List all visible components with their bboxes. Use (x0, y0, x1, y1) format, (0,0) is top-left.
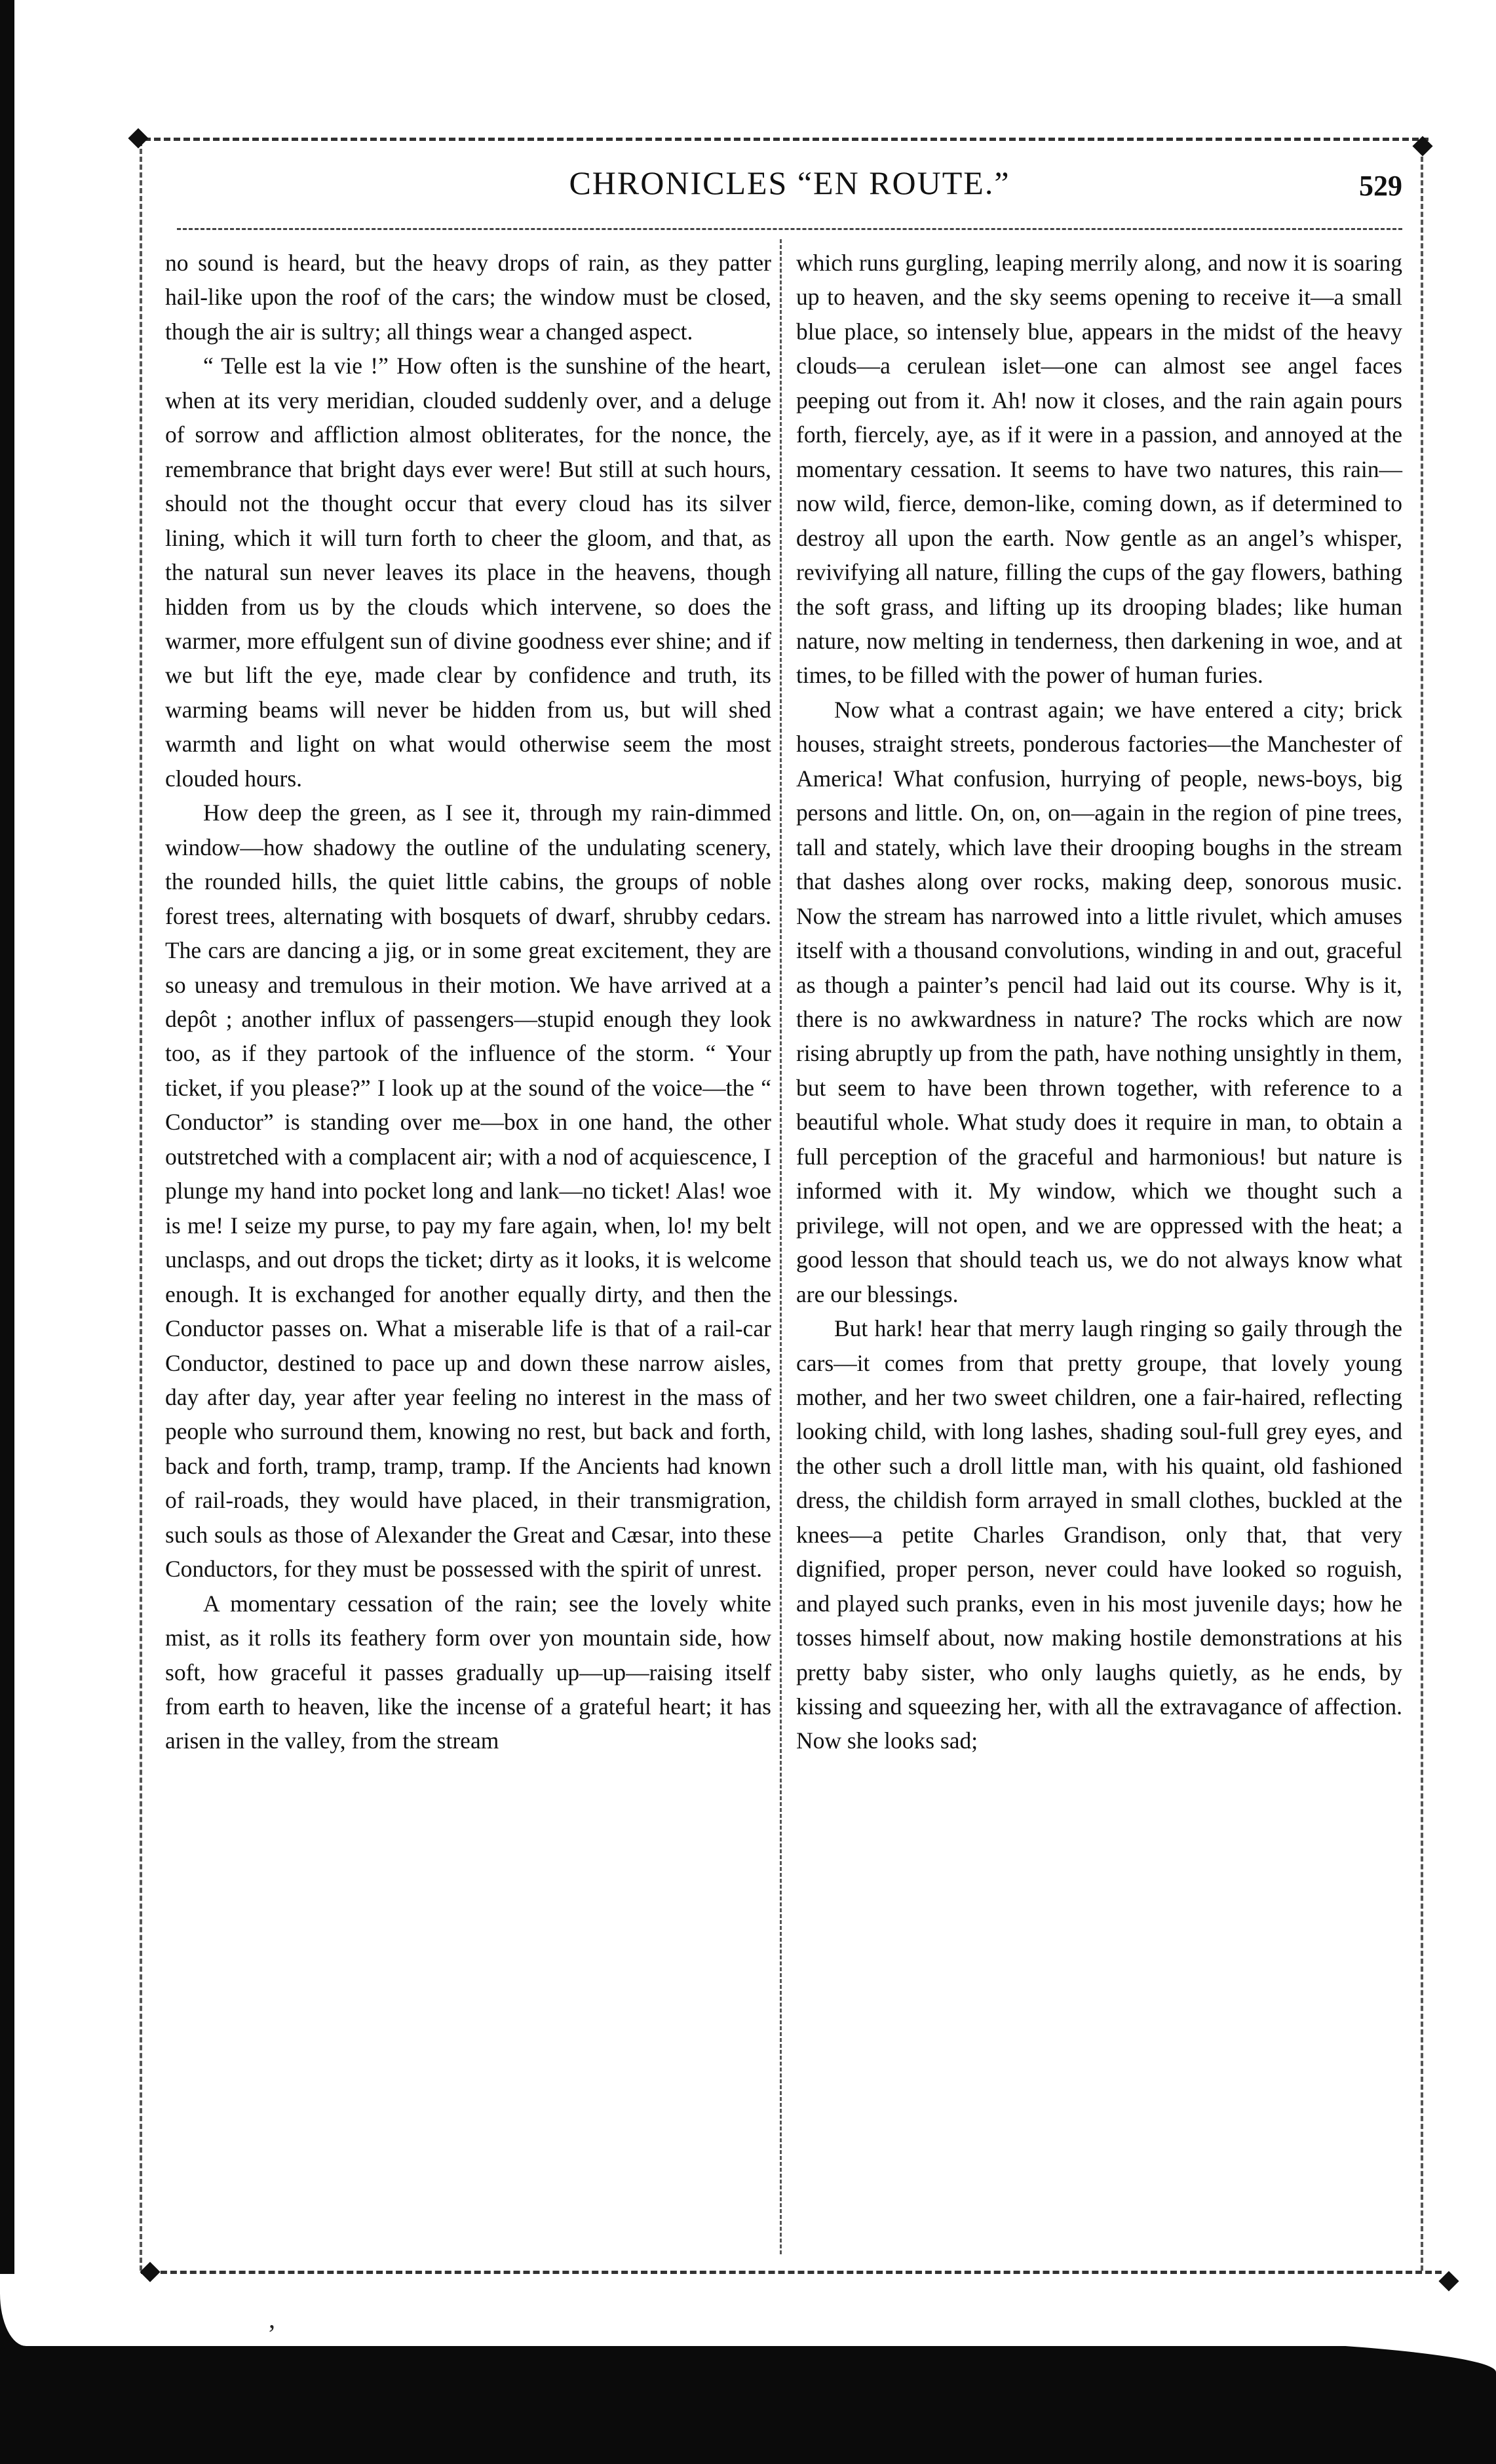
paragraph: Now what a contrast again; we have entered a city; brick houses, straight streets, ponderous factories—the Manchester of America! What confusion, hurrying of people, news-boys, big persons and little. On, on, on—again in the region of pine trees, tall and stately, which lave their drooping boughs in the stream that dashes along over rocks, making deep, sonorous music. Now the stream has narrowed into a little rivulet, which amuses itself with a thousand convolutions, winding in and out, graceful as though a painter’s pencil had laid out its course. Why is it, there is no awkwardness in nature? The rocks which are now rising abruptly up from the path, have nothing unsightly in them, but seem to have been thrown together, with reference to a beautiful whole. What study does it require in man, to obtain a full perception of the graceful and harmonious! but nature is informed with it. My window, which we thought such a privilege, will not open, and we are oppressed with the heat; a good lesson that should teach us, we do not always know what are our blessings. (796, 696, 1402, 1307)
paragraph: A momentary cessation of the rain; see the lovely white mist, as it rolls its feathery form over yon mountain side, how soft, how graceful it passes gradually up—up—raising itself from earth to heaven, like the incense of a grateful heart; it has arisen in the valley, from the stream (165, 1590, 771, 1754)
column-divider (780, 239, 782, 2254)
header-rule (177, 228, 1402, 230)
scan-edge-left (0, 0, 14, 2464)
paragraph: How deep the green, as I see it, through my rain-dimmed window—how shadowy the outline of the undulating scenery, the rounded hills, the quiet little cabins, the groups of noble forest trees, alternating with bosquets of dwarf, shrubby cedars. The cars are dancing a jig, or in some great excitement, they are so uneasy and tremulous in their motion. We have arrived at a depôt ; another influx of passengers—stupid enough they look too, as if they partook of the influence of the storm. “ Your ticket, if you please?” I look up at the sound of the voice—the “ Conductor” is standing over me—box in one hand, the other outstretched with a complacent air; with a nod of acquiescence, I plunge my hand into pocket long and lank—no ticket! Alas! woe is me! I seize my purse, to pay my fare again, when, lo! my belt unclasps, and out drops the ticket; dirty as it looks, it is welcome enough. It is exchanged for another equally dirty, and then the Conductor passes on. What a miserable life is that of a rail-car Conductor, destined to pace up and down these narrow aisles, day after day, year after year feeling no interest in the mass of people who surround them, knowing no rest, but back and forth, back and forth, tramp, tramp, tramp. If the Ancients had known of rail-roads, they would have placed, in their transmigration, such souls as those of Alexander the Great and Cæsar, into these Conductors, for they must be possessed with the spirit of unrest. (165, 799, 771, 1583)
frame-top-border (134, 138, 1429, 141)
scan-edge-bottom (0, 2333, 1496, 2464)
page-number: 529 (1359, 170, 1402, 202)
paragraph: no sound is heard, but the heavy drops of rain, as they patter hail-like upon the roof of the cars; the window must be closed, though the air is sultry; all things wear a changed aspect. (165, 250, 771, 345)
paragraph: “ Telle est la vie !” How often is the sunshine of the heart, when at its very meridian, clouded suddenly over, and a deluge of sorrow and affliction almost obliterates, for the nonce, the remembrance that bright days ever were! But still at such hours, should not the thought occur that every cloud has its silver lining, which it will turn forth to cheer the gloom, and that, as the natural sun never leaves its place in the heavens, though hidden from us by the clouds which intervene, so does the warmer, more effulgent sun of divine goodness ever shine; and if we but lift the eye, made clear by confidence and truth, its warming beams will never be hidden from us, but will shed warmth and light on what would otherwise seem the most clouded hours. (165, 353, 771, 792)
paragraph: which runs gurgling, leaping merrily along, and now it is soaring up to heaven, and the sky seems opening to receive it—a small blue place, so intensely blue, appears in the midst of the heavy clouds—a cerulean islet—one can almost see angel faces peeping out from it. Ah! now it closes, and the rain again pours forth, fiercely, aye, as if it were in a passion, and annoyed at the momentary cessation. It seems to have two natures, this rain—now wild, fierce, demon-like, coming down, as if determined to destroy all upon the earth. Now gentle as an angel’s whisper, revivifying all nature, filling the cups of the gay flowers, bathing the soft grass, and lifting up its drooping blades; like human nature, now melting in tenderness, then darkening in woe, and at times, to be filled with the power of human furies. (796, 250, 1402, 689)
paragraph: But hark! hear that merry laugh ringing so gaily through the cars—it comes from that pretty groupe, that lovely young mother, and her two sweet children, one a fair-haired, reflecting looking child, with long lashes, shading soul-full grey eyes, and the other such a droll little man, with his quaint, old fashioned dress, the childish form arrayed in small clothes, buckled at the knees—a petite Charles Grandison, only that, that very dignified, proper person, never could have looked so roguish, and played such pranks, even in his most juvenile days; how he tosses himself about, now making hostile demonstrations at his pretty baby sister, who only laughs quietly, as he ends, by kissing and squeezing her, with all the extravagance of affection. Now she looks sad; (796, 1315, 1402, 1754)
left-column (165, 246, 771, 1758)
stray-ink-mark: , (269, 2304, 275, 2334)
right-column (796, 246, 1402, 1758)
corner-ornament-top-left (128, 128, 148, 148)
page-bottom-margin (0, 2274, 1496, 2346)
running-head: CHRONICLES “EN ROUTE.” (569, 164, 1010, 201)
frame-bottom-border (141, 2271, 1442, 2274)
frame-right-border (1421, 141, 1423, 2271)
frame-left-border (140, 141, 142, 2271)
